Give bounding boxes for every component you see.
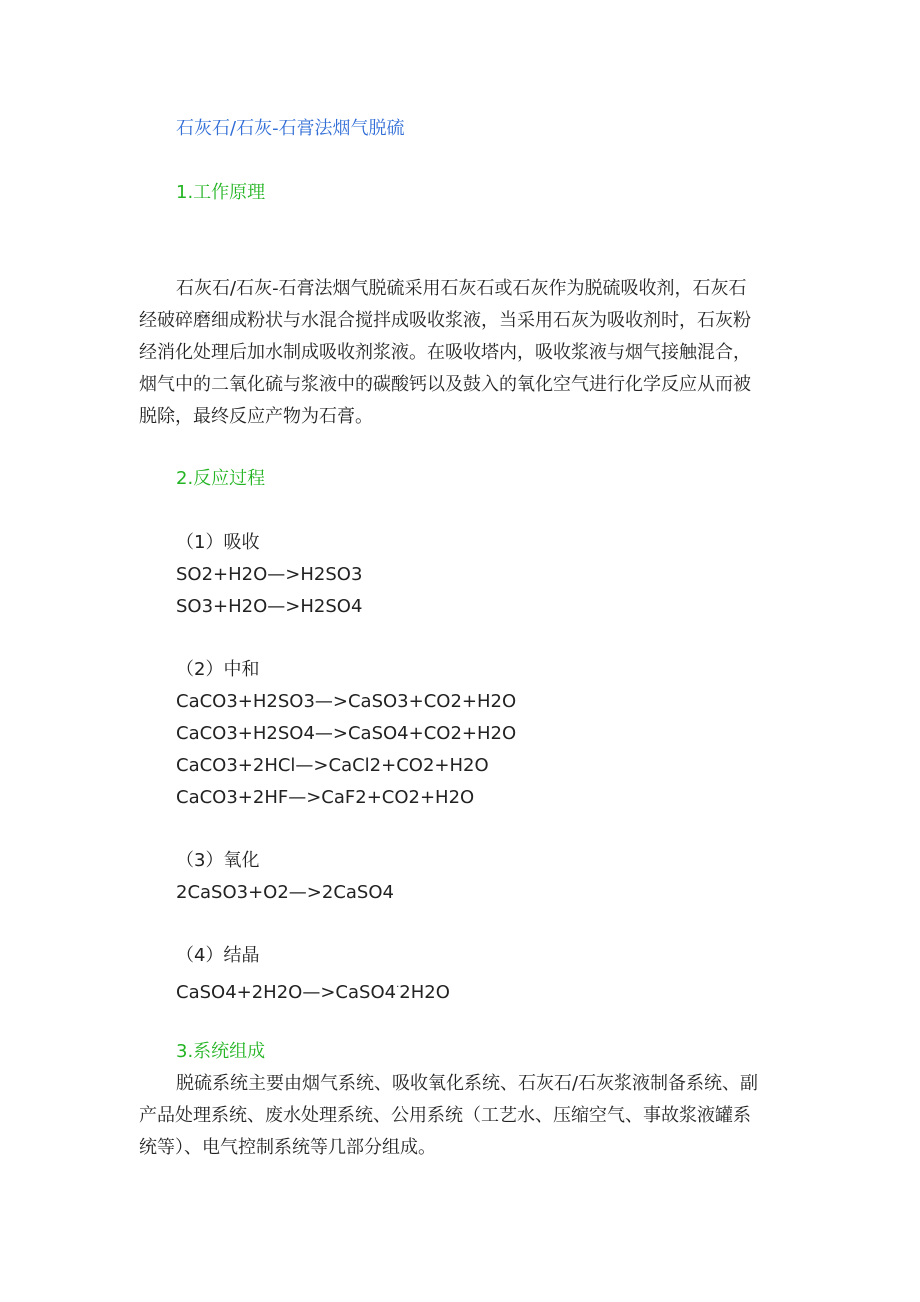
paragraph-line: 产品处理系统、废水处理系统、公用系统（工艺水、压缩空气、事故浆液罐系 [139,1105,751,1126]
step-label-neutralization: （2）中和 [176,659,260,680]
step-label-crystallization: （4）结晶 [176,945,260,966]
paragraph-line: 石灰石/石灰-石膏法烟气脱硫采用石灰石或石灰作为脱硫吸收剂，石灰石 [176,278,747,299]
section-heading-1: 1.工作原理 [176,182,266,203]
equation: SO3+H2O—>H2SO4 [176,596,363,617]
equation: CaCO3+H2SO3—>CaSO3+CO2+H2O [176,691,517,712]
equation: SO2+H2O—>H2SO3 [176,564,363,585]
step-label-oxidation: （3）氧化 [176,850,260,871]
equation-part: 2H2O [399,982,450,1003]
document-title: 石灰石/石灰-石膏法烟气脱硫 [176,118,405,139]
paragraph-line: 脱除，最终反应产物为石膏。 [139,406,373,427]
equation-prefix: CaSO4+2H2O—> [176,982,336,1003]
paragraph-line: 经破碎磨细成粉状与水混合搅拌成吸收浆液，当采用石灰为吸收剂时，石灰粉 [139,310,751,331]
equation: CaCO3+2HCl—>CaCl2+CO2+H2O [176,755,489,776]
step-label-absorption: （1）吸收 [176,532,260,553]
paragraph-line: 脱硫系统主要由烟气系统、吸收氧化系统、石灰石/石灰浆液制备系统、副 [176,1073,759,1094]
paragraph-line: 统等）、电气控制系统等几部分组成。 [139,1137,436,1158]
equation: 2CaSO3+O2—>2CaSO4 [176,882,394,903]
hydrate-dot: · [396,982,400,993]
paragraph-line: 烟气中的二氧化硫与浆液中的碳酸钙以及鼓入的氧化空气进行化学反应从而被 [139,374,751,395]
equation: CaCO3+2HF—>CaF2+CO2+H2O [176,787,475,808]
equation-part: CaSO4 [335,982,397,1003]
section-heading-2: 2.反应过程 [176,468,266,489]
paragraph-line: 经消化处理后加水制成吸收剂浆液。在吸收塔内，吸收浆液与烟气接触混合， [139,342,751,363]
section-heading-3: 3.系统组成 [176,1041,266,1062]
equation: CaCO3+H2SO4—>CaSO4+CO2+H2O [176,723,517,744]
equation-crystallization [176,972,450,1009]
